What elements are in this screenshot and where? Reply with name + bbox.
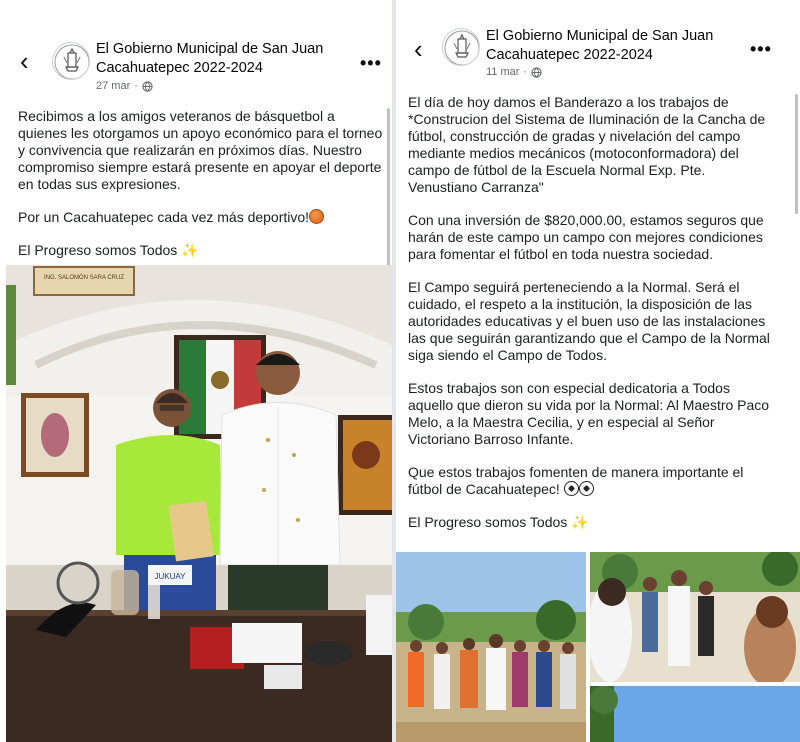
sky-photo (590, 686, 800, 742)
back-icon[interactable]: ‹ (20, 46, 29, 76)
right-post (396, 0, 800, 742)
scrollbar[interactable] (795, 94, 798, 214)
page-name[interactable]: El Gobierno Municipal de San Juan Cacahuatepec 2022-2024 (96, 41, 324, 76)
post-text (18, 108, 386, 275)
more-options-icon[interactable]: ••• (750, 39, 772, 59)
post-paragraph: Estos trabajos son con especial dedicatoria a Todos aquello que dieron su vida por la Normal: Al Maestro Paco Melo, a la Maestra Cecilia, y en especial al Señor Victoriano Barroso Infante. (408, 380, 773, 447)
bag-text: JUKUAY (154, 572, 186, 581)
basketball-icon (309, 209, 324, 224)
post-text (408, 94, 778, 541)
sparkles-icon: ✨ (181, 242, 199, 258)
post-photo[interactable] (396, 552, 586, 742)
post-paragraph: El Campo seguirá perteneciendo a la Normal. Será el cuidado, el respeto a la institución, la disposición de las autoridades educativas y el buen uso de las instalaciones las que seguirán garantizando que el Campo de la Normal siga siendo el Campo de Todos. (408, 279, 774, 363)
page-avatar[interactable] (442, 28, 480, 66)
post-paragraph: El Progreso somos Todos ✨ (408, 514, 589, 530)
more-options-icon[interactable]: ••• (360, 53, 382, 73)
post-paragraph: El Progreso somos Todos ✨ (18, 242, 199, 258)
office-photo-illustration (6, 265, 392, 742)
back-icon[interactable]: ‹ (414, 34, 423, 64)
post-paragraph: Por un Cacahuatepec cada vez más deportivo! (18, 209, 386, 226)
field-group-photo (396, 552, 586, 742)
post-paragraph: Que estos trabajos fomenten de manera importante el fútbol de Cacahuatepec! (408, 464, 748, 497)
post-paragraph: Recibimos a los amigos veteranos de básquetbol a quienes les otorgamos un apoyo económico para el torneo y convivencia que realizarán en próximos días. Nuestro compromiso siempre estará presente en apoyar el deporte en todas sus expresiones. (18, 108, 387, 192)
soccer-ball-icon (564, 481, 579, 496)
municipal-seal-icon (443, 29, 480, 66)
post-date[interactable]: 27 mar (96, 80, 131, 92)
sparkles-icon: ✨ (571, 514, 589, 530)
globe-icon (531, 67, 542, 78)
soccer-ball-icon (579, 481, 594, 496)
page-avatar[interactable] (52, 42, 90, 80)
post-photo[interactable] (590, 552, 800, 682)
post-header (396, 0, 800, 100)
post-meta: 11 mar · (486, 66, 542, 78)
wall-sign-text: ING. SALOMÓN SARA CRUZ (43, 275, 125, 281)
left-post (0, 0, 392, 742)
post-date[interactable]: 11 mar (486, 66, 520, 78)
scrollbar[interactable] (387, 108, 390, 268)
post-photo[interactable] (6, 265, 392, 742)
page-name[interactable]: El Gobierno Municipal de San Juan Cacahuatepec 2022-2024 (486, 28, 714, 63)
municipal-seal-icon (53, 43, 90, 80)
post-paragraph: El día de hoy damos el Banderazo a los trabajos de *Construcion del Sistema de Iluminación de la Cancha de fútbol, construcción de gradas y nivelación del campo mediante medios mecánicos (motoconformadora) del campo de fútbol de la Escuela Normal Exp. Pte. Venustiano Carranza" (408, 94, 770, 195)
globe-icon (142, 81, 153, 92)
post-photo[interactable] (590, 686, 800, 742)
post-header (0, 0, 392, 100)
crowd-photo (590, 552, 800, 682)
post-paragraph: Con una inversión de $820,000.00, estamos seguros que harán de este campo un campo con mejores condiciones para fomentar el fútbol en toda nuestra sociedad. (408, 212, 768, 262)
post-meta: 27 mar · (96, 80, 153, 92)
